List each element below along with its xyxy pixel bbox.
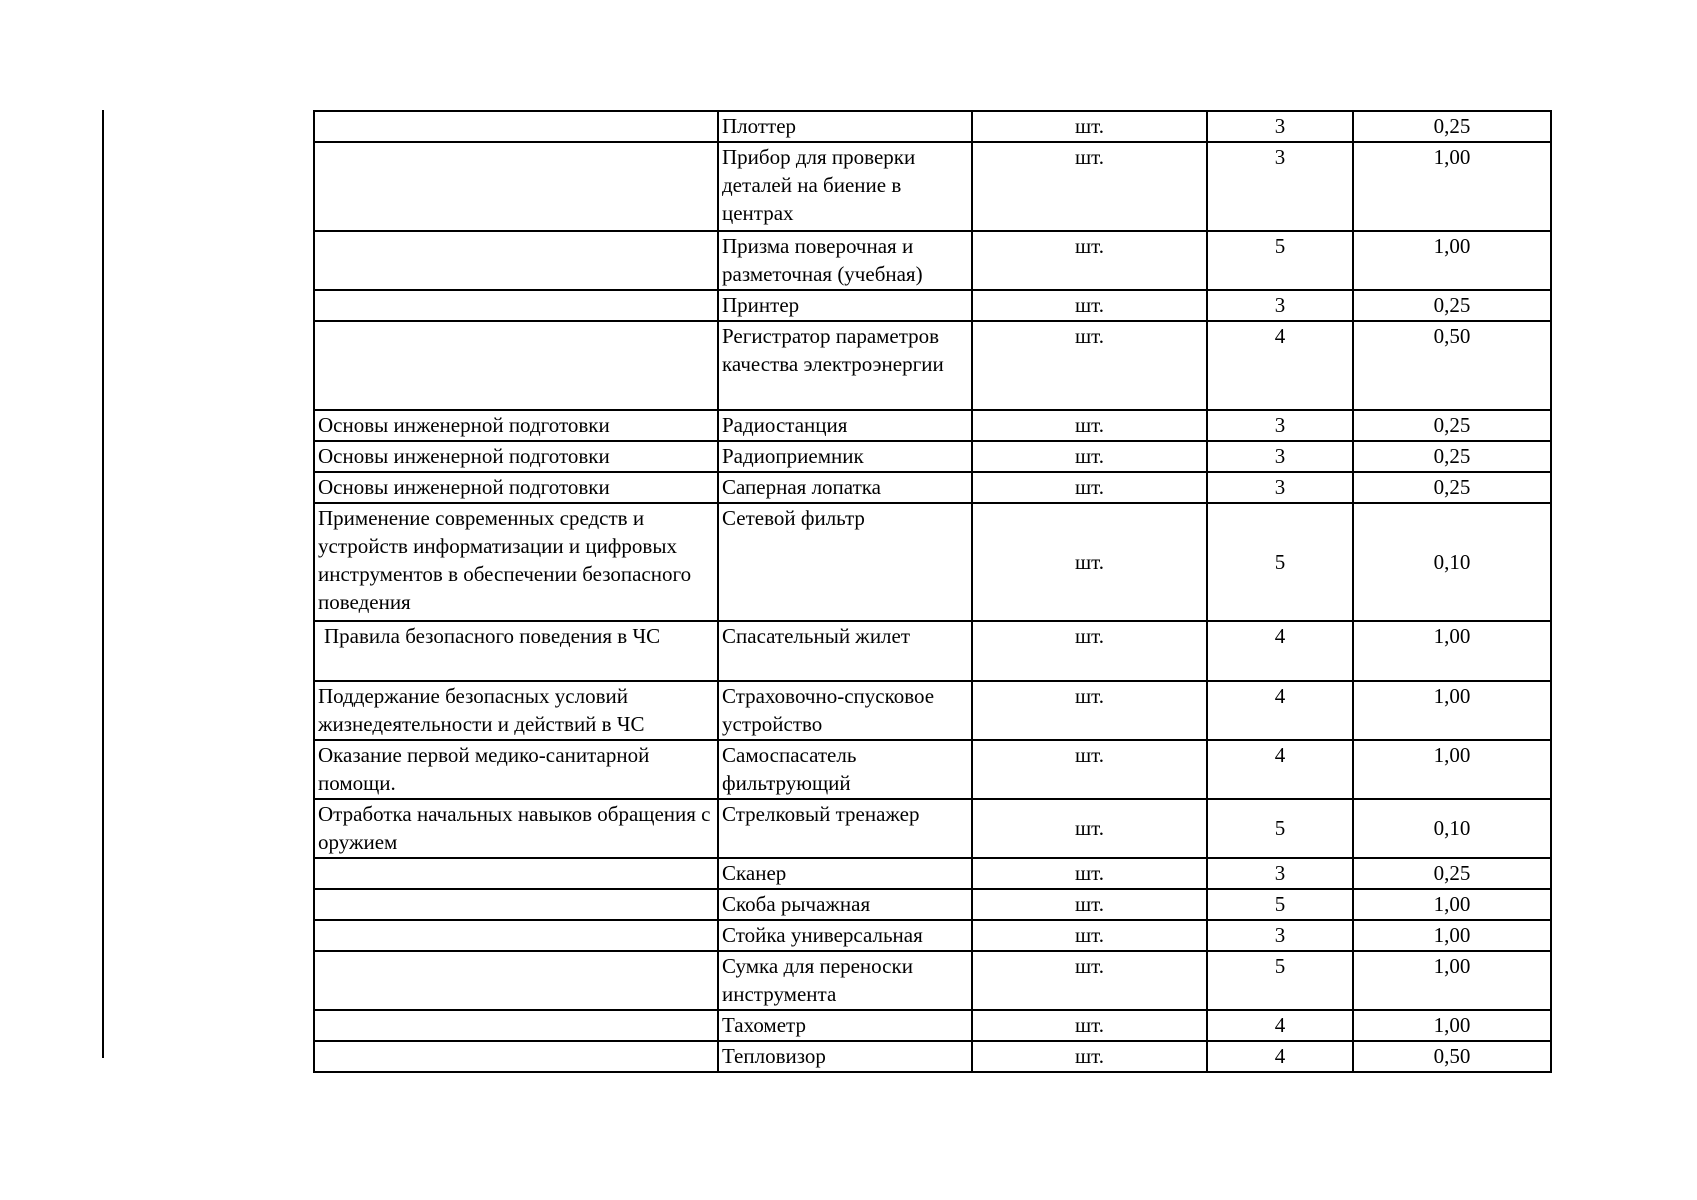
- coefficient-cell: 0,10: [1353, 503, 1551, 621]
- quantity-cell: 4: [1207, 621, 1353, 681]
- quantity-cell: 3: [1207, 142, 1353, 231]
- quantity-cell: 3: [1207, 858, 1353, 889]
- coefficient-cell: 0,25: [1353, 441, 1551, 472]
- table-row: [314, 111, 1551, 142]
- coefficient-cell: 1,00: [1353, 681, 1551, 740]
- coefficient-cell: 0,25: [1353, 111, 1551, 142]
- topic-cell: Оказание первой медико-санитарной помощи.: [314, 740, 718, 799]
- item-name-cell: Стойка универсальная: [718, 920, 972, 951]
- item-name-cell: Прибор для проверки деталей на биение в центрах: [718, 142, 972, 231]
- topic-cell: [314, 1010, 718, 1041]
- unit-cell: шт.: [972, 1010, 1207, 1041]
- table-row: [314, 858, 1551, 889]
- unit-cell: шт.: [972, 503, 1207, 621]
- equipment-table: [313, 110, 1552, 1073]
- quantity-cell: 3: [1207, 410, 1353, 441]
- unit-cell: шт.: [972, 740, 1207, 799]
- quantity-cell: 5: [1207, 951, 1353, 1010]
- topic-cell: [314, 111, 718, 142]
- table-row: [314, 951, 1551, 1010]
- quantity-cell: 4: [1207, 1010, 1353, 1041]
- quantity-cell: 5: [1207, 503, 1353, 621]
- quantity-cell: 5: [1207, 231, 1353, 290]
- table-row: [314, 231, 1551, 290]
- unit-cell: шт.: [972, 681, 1207, 740]
- unit-cell: шт.: [972, 621, 1207, 681]
- topic-cell: Поддержание безопасных условий жизнедеятельности и действий в ЧС: [314, 681, 718, 740]
- quantity-cell: 3: [1207, 920, 1353, 951]
- coefficient-cell: 1,00: [1353, 740, 1551, 799]
- coefficient-cell: 0,25: [1353, 290, 1551, 321]
- coefficient-cell: 1,00: [1353, 621, 1551, 681]
- item-name-cell: Сетевой фильтр: [718, 503, 972, 621]
- page-margin-line: [102, 110, 104, 1058]
- topic-cell: [314, 951, 718, 1010]
- unit-cell: шт.: [972, 799, 1207, 858]
- item-name-cell: Тепловизор: [718, 1041, 972, 1072]
- topic-cell: Отработка начальных навыков обращения с оружием: [314, 799, 718, 858]
- coefficient-cell: 1,00: [1353, 889, 1551, 920]
- table-row: [314, 441, 1551, 472]
- unit-cell: шт.: [972, 472, 1207, 503]
- quantity-cell: 4: [1207, 1041, 1353, 1072]
- item-name-cell: Самоспасатель фильтрующий: [718, 740, 972, 799]
- topic-cell: Правила безопасного поведения в ЧС: [314, 621, 718, 681]
- topic-cell: [314, 142, 718, 231]
- coefficient-cell: 0,50: [1353, 321, 1551, 410]
- quantity-cell: 4: [1207, 681, 1353, 740]
- table-row: [314, 621, 1551, 681]
- table-row: [314, 503, 1551, 621]
- topic-cell: [314, 231, 718, 290]
- topic-cell: Основы инженерной подготовки: [314, 441, 718, 472]
- topic-cell: [314, 321, 718, 410]
- table-row: [314, 920, 1551, 951]
- table-row: [314, 410, 1551, 441]
- item-name-cell: Призма поверочная и разметочная (учебная): [718, 231, 972, 290]
- topic-cell: [314, 290, 718, 321]
- item-name-cell: Скоба рычажная: [718, 889, 972, 920]
- unit-cell: шт.: [972, 321, 1207, 410]
- topic-cell: [314, 889, 718, 920]
- coefficient-cell: 1,00: [1353, 920, 1551, 951]
- item-name-cell: Регистратор параметров качества электроэнергии: [718, 321, 972, 410]
- unit-cell: шт.: [972, 920, 1207, 951]
- item-name-cell: Страховочно-спусковое устройство: [718, 681, 972, 740]
- item-name-cell: Саперная лопатка: [718, 472, 972, 503]
- table-row: [314, 142, 1551, 231]
- unit-cell: шт.: [972, 889, 1207, 920]
- topic-cell: [314, 920, 718, 951]
- item-name-cell: Тахометр: [718, 1010, 972, 1041]
- item-name-cell: Стрелковый тренажер: [718, 799, 972, 858]
- quantity-cell: 5: [1207, 889, 1353, 920]
- item-name-cell: Сканер: [718, 858, 972, 889]
- table-row: [314, 1010, 1551, 1041]
- coefficient-cell: 0,10: [1353, 799, 1551, 858]
- table-row: [314, 290, 1551, 321]
- topic-cell: Основы инженерной подготовки: [314, 410, 718, 441]
- item-name-cell: Плоттер: [718, 111, 972, 142]
- table-row: [314, 889, 1551, 920]
- equipment-table-body: [314, 111, 1551, 1072]
- item-name-cell: Радиоприемник: [718, 441, 972, 472]
- coefficient-cell: 0,50: [1353, 1041, 1551, 1072]
- coefficient-cell: 1,00: [1353, 142, 1551, 231]
- quantity-cell: 3: [1207, 290, 1353, 321]
- unit-cell: шт.: [972, 290, 1207, 321]
- unit-cell: шт.: [972, 410, 1207, 441]
- unit-cell: шт.: [972, 858, 1207, 889]
- table-row: [314, 681, 1551, 740]
- quantity-cell: 5: [1207, 799, 1353, 858]
- quantity-cell: 3: [1207, 441, 1353, 472]
- quantity-cell: 4: [1207, 321, 1353, 410]
- coefficient-cell: 1,00: [1353, 951, 1551, 1010]
- unit-cell: шт.: [972, 951, 1207, 1010]
- coefficient-cell: 1,00: [1353, 231, 1551, 290]
- item-name-cell: Радиостанция: [718, 410, 972, 441]
- topic-cell: Применение современных средств и устройств информатизации и цифровых инструментов в обеспечении безопасного поведения: [314, 503, 718, 621]
- topic-cell: Основы инженерной подготовки: [314, 472, 718, 503]
- topic-cell: [314, 858, 718, 889]
- table-row: [314, 472, 1551, 503]
- quantity-cell: 3: [1207, 472, 1353, 503]
- unit-cell: шт.: [972, 111, 1207, 142]
- table-row: [314, 799, 1551, 858]
- unit-cell: шт.: [972, 142, 1207, 231]
- quantity-cell: 3: [1207, 111, 1353, 142]
- table-row: [314, 1041, 1551, 1072]
- coefficient-cell: 0,25: [1353, 858, 1551, 889]
- table-row: [314, 321, 1551, 410]
- table-row: [314, 740, 1551, 799]
- topic-cell: [314, 1041, 718, 1072]
- unit-cell: шт.: [972, 231, 1207, 290]
- unit-cell: шт.: [972, 441, 1207, 472]
- coefficient-cell: 0,25: [1353, 472, 1551, 503]
- unit-cell: шт.: [972, 1041, 1207, 1072]
- quantity-cell: 4: [1207, 740, 1353, 799]
- item-name-cell: Сумка для переноски инструмента: [718, 951, 972, 1010]
- coefficient-cell: 1,00: [1353, 1010, 1551, 1041]
- coefficient-cell: 0,25: [1353, 410, 1551, 441]
- item-name-cell: Спасательный жилет: [718, 621, 972, 681]
- item-name-cell: Принтер: [718, 290, 972, 321]
